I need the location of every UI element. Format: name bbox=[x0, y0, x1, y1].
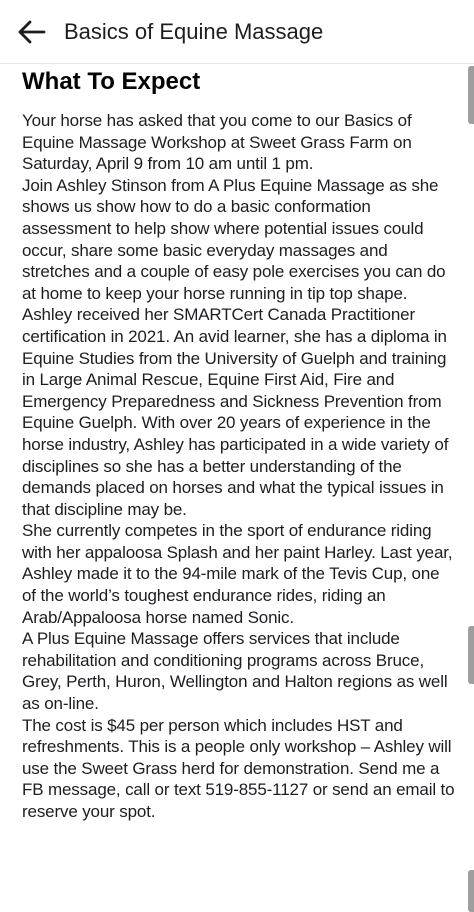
scrollbar-thumb[interactable] bbox=[468, 626, 474, 684]
page-title: Basics of Equine Massage bbox=[64, 18, 324, 44]
scrollbar-thumb[interactable] bbox=[468, 66, 474, 124]
arrow-left-icon bbox=[18, 20, 46, 44]
back-button[interactable] bbox=[0, 0, 64, 64]
section-heading: What To Expect bbox=[22, 68, 201, 95]
paragraph-services: A Plus Equine Massage offers services that include rehabilitation and conditioning programs across Bruce, Grey, Perth, Huron, Wellington and Halton regions as well as on-line. bbox=[22, 629, 448, 714]
description-body bbox=[22, 110, 456, 823]
scrollbar-thumb[interactable] bbox=[468, 870, 474, 912]
paragraph-workshop: Join Ashley Stinson from A Plus Equine Massage as she shows us show how to do a basic conformation assessment to help show where potential issues could occur, share some basic everyday massages and stretches and a couple of easy pole exercises you can do at home to keep your horse running in tip top shape. bbox=[22, 175, 446, 303]
paragraph-competition: She currently competes in the sport of endurance riding with her appaloosa Splash and her paint Harley. Last year, Ashley made it to the 94-mile mark of the Tevis Cup, one of the world’s toughest endurance rides, riding an Arab/Appaloosa horse named Sonic. bbox=[22, 521, 453, 627]
paragraph-intro: Your horse has asked that you come to our Basics of Equine Massage Workshop at Sweet Grass Farm on Saturday, April 9 from 10 am until 1 pm. bbox=[22, 111, 412, 174]
event-description bbox=[22, 66, 456, 823]
paragraph-cost: The cost is $45 per person which includes HST and refreshments. This is a people only workshop – Ashley will use the Sweet Grass herd for demonstration. Send me a FB message, call or text 519-855-1127 or send an email to reserve your spot. bbox=[22, 715, 455, 821]
app-header bbox=[0, 0, 474, 64]
paragraph-credentials: Ashley received her SMARTCert Canada Practitioner certification in 2021. An avid learner, she has a diploma in Equine Studies from the University of Guelph and training in Large Animal Rescue, Equine First Aid, Fire and Emergency Preparedness and Sickness Prevention from Equine Guelph. With over 20 years of experience in the horse industry, Ashley has participated in a wide variety of disciplines so she has a better understanding of the demands placed on horses and what the typical issues in that discipline may be. bbox=[22, 305, 449, 519]
